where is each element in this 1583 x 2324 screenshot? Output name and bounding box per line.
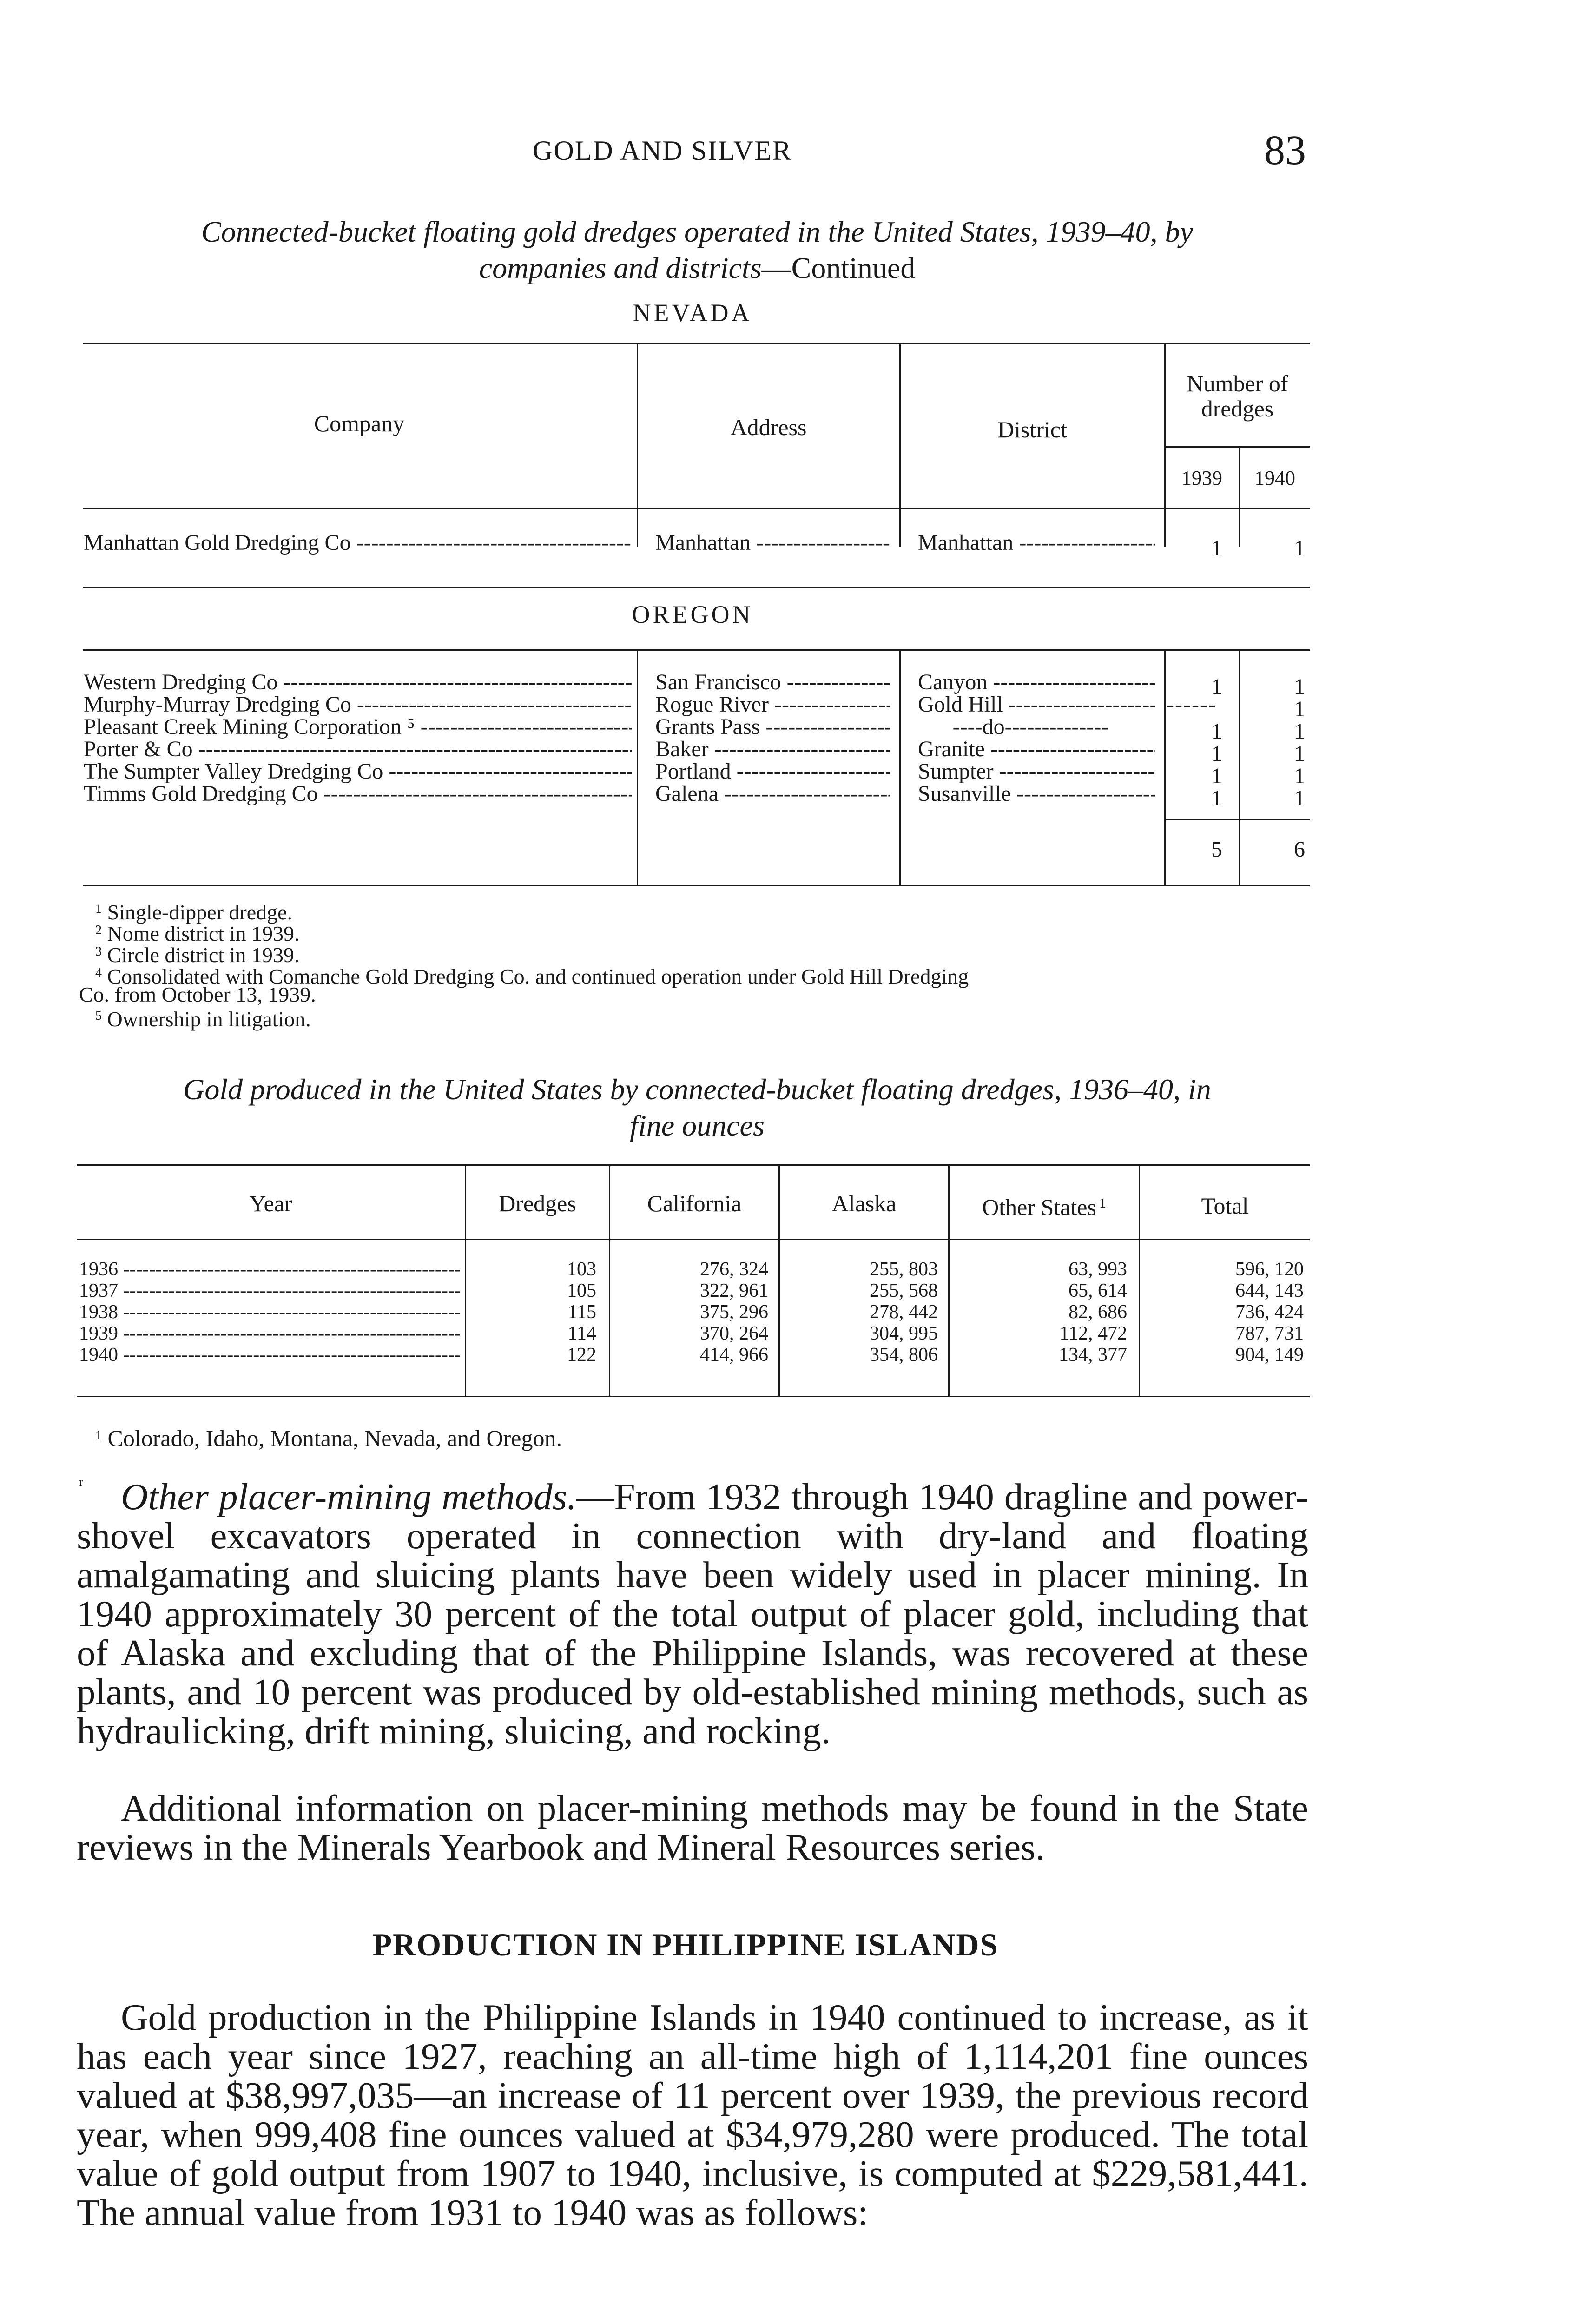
paragraph: Other placer-mining methods.—From 1932 through 1940 dragline and power-shovel excavators operated in connection with dry-land and floating amalgamating and sluicing plants have been widely used in placer mining. In 1940 approximately 30 percent of the total output of placer gold, including that of Alaska and excluding that of the Philippine Islands, was recovered at these plants, and 10 percent was produced by old-established mining methods, such as hydraulicking, drift mining, sluicing, and rocking. xyxy=(77,1476,1309,1752)
count-1939-cell: 1 xyxy=(1211,536,1222,561)
table2-header-rule xyxy=(77,1239,1310,1240)
oregon-top-rule xyxy=(83,649,1310,651)
count-1939-cell: 1 xyxy=(1211,741,1222,766)
address-cell: Grants Pass ----- xyxy=(655,714,890,740)
footnote: Co. from October 13, 1939. xyxy=(79,983,316,1006)
alaska-cell: 255, 803 xyxy=(870,1259,938,1280)
year-cell: 1936 ----- xyxy=(79,1259,460,1280)
count-1939-cell: ------ xyxy=(1167,692,1217,717)
oregon-label: OREGON xyxy=(632,601,753,628)
table1-divider xyxy=(899,650,901,886)
section-heading: PRODUCTION IN PHILIPPINE ISLANDS xyxy=(372,1927,999,1962)
paragraph: Additional information on placer-mining methods may be found in the State reviews in the Minerals Yearbook and Mineral Resources series. xyxy=(77,1787,1308,1868)
other-states-cell: 112, 472 xyxy=(1059,1323,1127,1344)
alaska-cell: 354, 806 xyxy=(870,1344,938,1366)
company-cell: Manhattan Gold Dredging Co ----- xyxy=(84,530,632,556)
count-1939-cell: 1 xyxy=(1211,786,1222,811)
other-states-cell: 65, 614 xyxy=(1069,1280,1127,1301)
total-cell: 596, 120 xyxy=(1235,1259,1304,1280)
address-cell: San Francisco ----- xyxy=(655,669,890,695)
count-1940-cell: 1 xyxy=(1294,536,1305,561)
column-header-1939: 1939 xyxy=(1181,467,1222,489)
paragraph: Gold production in the Philippine Islands in 1940 continued to increase, as it has each year since 1927, reaching an all-time high of 1,114,201 fine ounces valued at $38,997,035—an increase of 11 percent over 1939, the previous record year, when 999,408 fine ounces valued at $34,979,280 were produced. The total value of gold output from 1907 to 1940, inclusive, is computed at $229,581,441. The annual value from 1931 to 1940 was as follows: xyxy=(77,1996,1308,2233)
alaska-cell: 278, 442 xyxy=(870,1301,938,1323)
count-1939-cell: 1 xyxy=(1211,764,1222,788)
table2-caption-line1: Gold produced in the United States by connected-bucket floating dredges, 1936–40, in xyxy=(183,1073,1211,1106)
dredges-cell: 105 xyxy=(567,1280,596,1301)
column-header-year: Year xyxy=(249,1190,292,1216)
address-cell: Portland ----- xyxy=(655,759,890,785)
district-cell: Canyon ----- xyxy=(918,669,1155,695)
dredges-cell: 115 xyxy=(567,1301,596,1323)
district-cell: Susanville ----- xyxy=(918,781,1155,807)
total-cell: 644, 143 xyxy=(1235,1280,1304,1301)
alaska-cell: 255, 568 xyxy=(870,1280,938,1301)
nevada-label: NEVADA xyxy=(633,299,752,327)
count-1939-cell: 1 xyxy=(1211,719,1222,744)
stray-mark: ʳ xyxy=(79,1474,83,1495)
total-1940: 6 xyxy=(1294,837,1305,862)
table1-bottom-rule xyxy=(83,885,1310,886)
table1-caption-line1: Connected-bucket floating gold dredges operated in the United States, 1939–40, by xyxy=(201,215,1194,248)
company-cell: The Sumpter Valley Dredging Co ----- xyxy=(84,759,632,785)
footnote: $^5$ Ownership in litigation. xyxy=(95,1007,311,1031)
count-1940-cell: 1 xyxy=(1294,674,1305,699)
table2-top-rule xyxy=(77,1164,1310,1166)
company-cell: Porter & Co ----- xyxy=(84,736,632,762)
table1-divider xyxy=(1239,650,1240,886)
dredges-cell: 114 xyxy=(567,1323,596,1344)
company-cell: Pleasant Creek Mining Corporation ⁵ ----- xyxy=(84,714,632,740)
table2-bottom-rule xyxy=(77,1396,1310,1397)
district-cell: Sumpter ----- xyxy=(918,759,1155,785)
company-cell: Western Dredging Co ----- xyxy=(84,669,632,695)
footnote: $^1$ Single-dipper dredge. xyxy=(95,900,293,924)
count-1940-cell: 1 xyxy=(1294,697,1305,721)
district-cell: ----do-------------- xyxy=(952,714,1109,739)
column-header-address: Address xyxy=(730,414,807,440)
address-cell: Baker ----- xyxy=(655,736,890,762)
count-1940-cell: 1 xyxy=(1294,719,1305,744)
total-cell: 787, 731 xyxy=(1235,1323,1304,1344)
footnote: $^3$ Circle district in 1939. xyxy=(95,943,300,967)
footnote: $^2$ Nome district in 1939. xyxy=(95,922,300,945)
footnote: $^4$ Consolidated with Comanche Gold Dredging Co. and continued operation under Gold Hill Dredging xyxy=(95,964,969,988)
table1-divider xyxy=(637,343,638,547)
table2-caption xyxy=(84,1071,1311,1144)
dredges-cell: 122 xyxy=(567,1344,596,1366)
page-number: 83 xyxy=(1264,127,1306,173)
company-cell: Murphy-Murray Dredging Co ----- xyxy=(84,692,632,718)
table1-divider xyxy=(637,650,638,886)
california-cell: 375, 296 xyxy=(700,1301,768,1323)
total-cell: 736, 424 xyxy=(1235,1301,1304,1323)
column-header-california: California xyxy=(647,1190,742,1216)
address-cell: Galena ----- xyxy=(655,781,890,807)
alaska-cell: 304, 995 xyxy=(870,1323,938,1344)
california-cell: 414, 966 xyxy=(700,1344,768,1366)
table1-subhead-rule xyxy=(1164,446,1310,448)
other-states-cell: 134, 377 xyxy=(1059,1344,1127,1366)
address-cell: Manhattan ----- xyxy=(655,530,890,556)
table1-divider xyxy=(899,343,901,547)
district-cell: Manhattan ----- xyxy=(918,530,1155,556)
total-cell: 904, 149 xyxy=(1235,1344,1304,1366)
other-states-cell: 63, 993 xyxy=(1069,1259,1127,1280)
district-cell: Gold Hill ----- xyxy=(918,692,1155,718)
table1-top-rule xyxy=(83,343,1310,344)
table2-caption-line2: fine ounces xyxy=(630,1109,765,1142)
column-header-district: District xyxy=(997,416,1067,442)
table1-caption xyxy=(84,214,1311,286)
company-cell: Timms Gold Dredging Co ----- xyxy=(84,781,632,807)
column-header-1940: 1940 xyxy=(1254,467,1295,489)
total-1939: 5 xyxy=(1211,837,1222,862)
column-header-dredges: Dredges xyxy=(499,1190,576,1216)
totals-rule xyxy=(1164,819,1310,820)
district-cell: Granite ----- xyxy=(918,736,1155,762)
column-header-other-states: Other States $^1$ xyxy=(982,1194,1106,1220)
column-header-total: Total xyxy=(1201,1193,1249,1219)
california-cell: 370, 264 xyxy=(700,1323,768,1344)
count-1940-cell: 1 xyxy=(1294,764,1305,788)
california-cell: 276, 324 xyxy=(700,1259,768,1280)
table1-divider xyxy=(1164,650,1166,886)
other-states-cell: 82, 686 xyxy=(1069,1301,1127,1323)
column-header-alaska: Alaska xyxy=(831,1190,897,1216)
table1-caption-line2: companies and districts—Continued xyxy=(479,251,916,284)
nevada-bottom-rule xyxy=(83,587,1310,588)
count-1939-cell: 1 xyxy=(1211,674,1222,699)
count-1940-cell: 1 xyxy=(1294,741,1305,766)
year-cell: 1939 ----- xyxy=(79,1323,460,1344)
table1-divider xyxy=(1239,447,1240,547)
running-head: GOLD AND SILVER xyxy=(533,135,792,166)
california-cell: 322, 961 xyxy=(700,1280,768,1301)
address-cell: Rogue River ----- xyxy=(655,692,890,718)
dredges-cell: 103 xyxy=(567,1259,596,1280)
footnote: $^1$ Colorado, Idaho, Montana, Nevada, and Oregon. xyxy=(95,1425,562,1451)
count-1940-cell: 1 xyxy=(1294,786,1305,811)
column-header-company: Company xyxy=(314,410,405,436)
column-header-number-of-dredges: Number of dredges xyxy=(1187,370,1288,422)
year-cell: 1940 ----- xyxy=(79,1344,460,1366)
year-cell: 1938 ----- xyxy=(79,1301,460,1323)
table1-header-bottom-rule xyxy=(83,508,1310,509)
year-cell: 1937 ----- xyxy=(79,1280,460,1301)
